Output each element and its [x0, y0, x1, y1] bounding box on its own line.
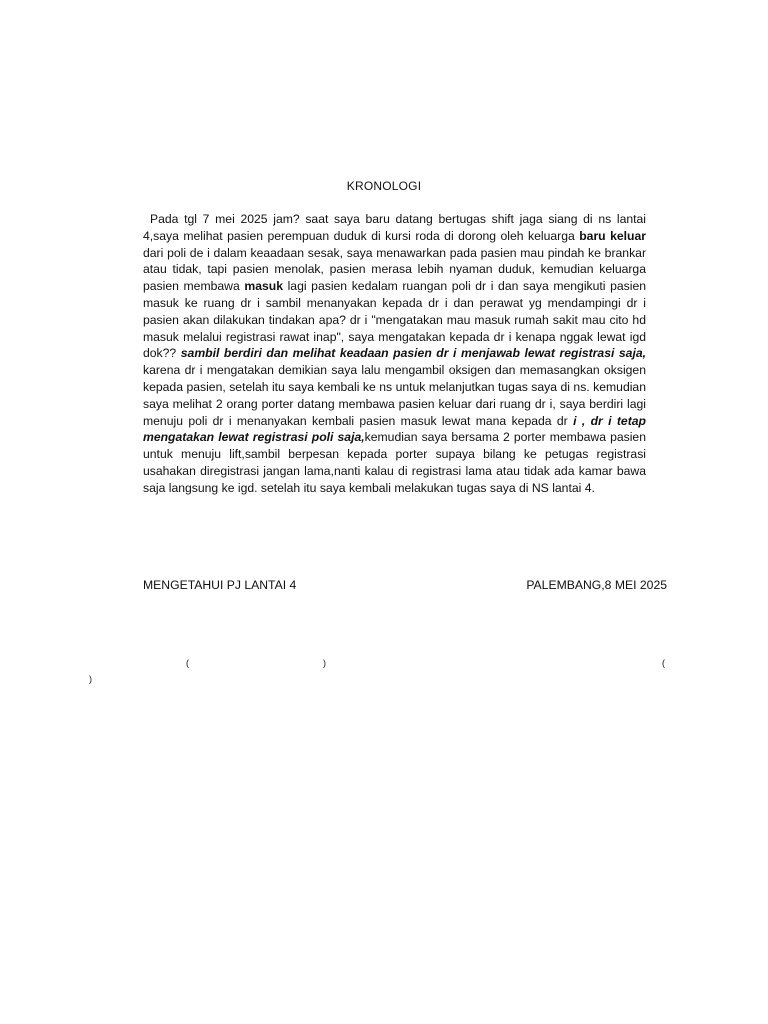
text-segment: kemudian saya bersama 2 porter membawa pasien untuk menuju lift,sambil berpesan kepada porter supaya bilang ke petugas registrasi usahakan diregistrasi jangan lama,nanti kalau di registrasi lama atau tidak ada kamar bawa saja langsung ke igd. setelah itu saya kembali melakukan tugas saya di NS lantai 4. — [143, 430, 646, 495]
text-segment: lagi pasien kedalam ruangan poli dr i dan saya mengikuti pasien masuk ke ruang dr i sambil menanyakan kepada dr i dan perawat yg mendampingi dr i pasien akan dilakukan tindakan apa? dr i "mengatakan mau masuk rumah sakit mau cito hd masuk melalui registrasi rawat inap", saya mengatakan kepada dr i kenapa nggak lewat igd dok?? — [143, 279, 647, 361]
bold-text-segment: masuk — [244, 279, 283, 294]
signature-paren-open-right: ( — [662, 658, 665, 668]
acknowledged-by-label: MENGETAHUI PJ LANTAI 4 — [143, 578, 297, 592]
text-segment: Pada tgl 7 mei 2025 jam? saat saya baru datang bertugas shift jaga siang di ns lantai 4,saya melihat pasien perempuan duduk di kursi roda di dorong oleh keluarga — [143, 212, 646, 243]
text-segment: karena dr i mengatakan demikian saya lalu mengambil oksigen dan memasangkan oksigen kepada pasien, setelah itu saya kembali ke ns untuk melanjutkan tugas saya di ns. kemudian saya melihat 2 orang porter datang membawa pasien keluar dari ruang dr i, saya berdiri lagi menuju poli dr i menanyakan kembali pasien masuk lewat mana kepada dr — [143, 363, 646, 428]
signature-paren-close-right: ) — [89, 674, 92, 684]
bold-text-segment: baru keluar — [579, 228, 646, 243]
chronology-paragraph — [143, 211, 646, 497]
place-date-label: PALEMBANG,8 MEI 2025 — [526, 578, 667, 592]
signature-paren-close-left: ) — [323, 658, 326, 668]
bold-italic-text-segment: sambil berdiri dan melihat keadaan pasien dr i menjawab lewat registrasi saja, — [180, 346, 647, 361]
document-title: KRONOLOGI — [346, 179, 422, 193]
bold-italic-text-segment: i , dr i tetap mengatakan lewat registrasi poli saja, — [143, 413, 646, 445]
signature-paren-open-left: ( — [186, 658, 189, 668]
text-segment: dari poli de i dalam keaadaan sesak, saya menawarkan pada pasien mau pindah ke brankar atau tidak, tapi pasien menolak, pasien merasa lebih nyaman duduk, kemudian keluarga pasien membawa — [143, 245, 646, 294]
